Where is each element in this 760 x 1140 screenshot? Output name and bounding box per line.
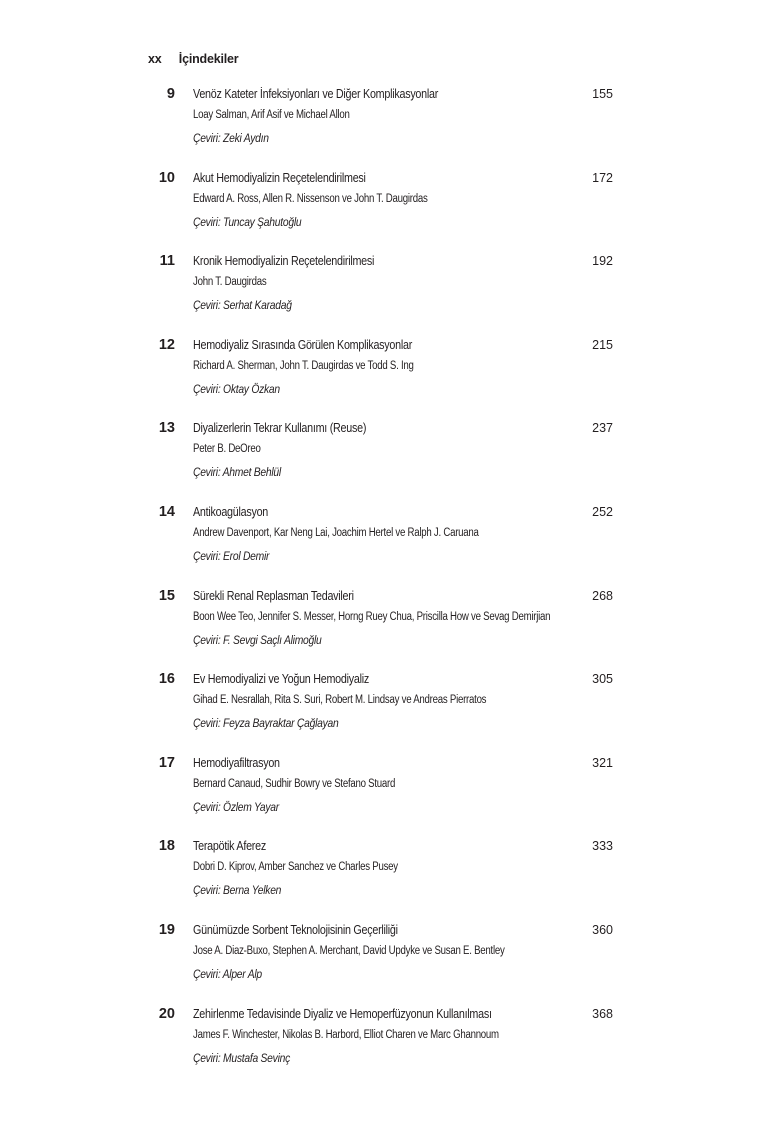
chapter-title[interactable]: Zehirlenme Tedavisinde Diyaliz ve Hemoperfüzyonun Kullanılması — [193, 1006, 492, 1021]
header-page-number: xx — [148, 52, 162, 66]
chapter-page[interactable]: 368 — [592, 1006, 613, 1021]
chapter-authors: Bernard Canaud, Sudhir Bowry ve Stefano Stuard — [193, 777, 396, 790]
chapter-title[interactable]: Ev Hemodiyalizi ve Yoğun Hemodiyaliz — [193, 672, 369, 687]
chapter-number: 14 — [158, 503, 175, 520]
chapter-page[interactable]: 192 — [592, 254, 613, 269]
chapter-number: 16 — [158, 671, 175, 688]
chapter-page[interactable]: 305 — [592, 672, 613, 687]
chapter-number: 19 — [158, 921, 175, 938]
toc-entry[interactable] — [0, 335, 760, 419]
chapter-translator: Çeviri: Berna Yelken — [193, 883, 282, 898]
chapter-authors: Jose A. Diaz-Buxo, Stephen A. Merchant, David Updyke ve Susan E. Bentley — [193, 944, 505, 957]
chapter-page[interactable]: 268 — [592, 588, 613, 603]
chapter-authors: Dobri D. Kiprov, Amber Sanchez ve Charles Pusey — [193, 861, 398, 874]
chapter-translator: Çeviri: Tuncay Şahutoğlu — [193, 214, 302, 229]
toc-entry[interactable] — [0, 1004, 760, 1088]
chapter-title[interactable]: Diyalizerlerin Tekrar Kullanımı (Reuse) — [193, 421, 367, 436]
chapter-number: 13 — [158, 420, 175, 437]
chapter-authors: Peter B. DeOreo — [193, 443, 261, 456]
toc-entry[interactable] — [0, 502, 760, 586]
chapter-translator: Çeviri: Özlem Yayar — [193, 799, 279, 814]
chapter-title[interactable]: Terapötik Aferez — [193, 839, 266, 854]
chapter-title[interactable]: Hemodiyafiltrasyon — [193, 755, 280, 770]
chapter-title[interactable]: Günümüzde Sorbent Teknolojisinin Geçerliliği — [193, 922, 398, 937]
chapter-number: 17 — [158, 754, 175, 771]
toc-entry[interactable] — [0, 168, 760, 252]
chapter-title[interactable]: Kronik Hemodiyalizin Reçetelendirilmesi — [193, 254, 375, 269]
chapter-authors: Edward A. Ross, Allen R. Nissenson ve John T. Daugirdas — [193, 192, 428, 205]
chapter-authors: Richard A. Sherman, John T. Daugirdas ve Todd S. Ing — [193, 359, 414, 372]
chapter-authors: John T. Daugirdas — [193, 276, 267, 289]
chapter-translator: Çeviri: Serhat Karadağ — [193, 298, 292, 313]
toc-entry[interactable] — [0, 669, 760, 753]
toc-entry[interactable] — [0, 836, 760, 920]
chapter-page[interactable]: 172 — [592, 170, 613, 185]
chapter-page[interactable]: 215 — [592, 337, 613, 352]
chapter-translator: Çeviri: Feyza Bayraktar Çağlayan — [193, 716, 339, 731]
chapter-number: 10 — [158, 169, 175, 186]
chapter-page[interactable]: 237 — [592, 421, 613, 436]
chapter-translator: Çeviri: F. Sevgi Saçlı Alimoğlu — [193, 632, 322, 647]
chapter-page[interactable]: 333 — [592, 839, 613, 854]
chapter-authors: Boon Wee Teo, Jennifer S. Messer, Horng Ruey Chua, Priscilla How ve Sevag Demirjian — [193, 610, 551, 623]
chapter-number: 11 — [159, 253, 175, 270]
header-title: İçindekiler — [178, 52, 239, 66]
chapter-translator: Çeviri: Oktay Özkan — [193, 381, 280, 396]
toc-list — [0, 84, 760, 1087]
chapter-title[interactable]: Akut Hemodiyalizin Reçetelendirilmesi — [193, 170, 366, 185]
chapter-page[interactable]: 321 — [592, 755, 613, 770]
chapter-number: 15 — [158, 587, 175, 604]
chapter-authors: Gihad E. Nesrallah, Rita S. Suri, Robert M. Lindsay ve Andreas Pierratos — [193, 694, 487, 707]
chapter-title[interactable]: Sürekli Renal Replasman Tedavileri — [193, 588, 354, 603]
chapter-number: 12 — [158, 336, 175, 353]
chapter-translator: Çeviri: Zeki Aydın — [193, 131, 269, 145]
toc-entry[interactable] — [0, 418, 760, 502]
chapter-number: 9 — [166, 86, 175, 102]
chapter-translator: Çeviri: Erol Demir — [193, 548, 270, 563]
toc-entry[interactable] — [0, 753, 760, 837]
chapter-translator: Çeviri: Mustafa Sevinç — [193, 1050, 290, 1065]
chapter-authors: Andrew Davenport, Kar Neng Lai, Joachim Hertel ve Ralph J. Caruana — [193, 526, 479, 539]
chapter-title[interactable]: Antikoagülasyon — [193, 504, 269, 519]
toc-entry[interactable] — [0, 251, 760, 335]
chapter-authors: James F. Winchester, Nikolas B. Harbord, Elliot Charen ve Marc Ghannoum — [193, 1028, 499, 1041]
chapter-translator: Çeviri: Alper Alp — [193, 966, 262, 981]
chapter-page[interactable]: 252 — [592, 504, 613, 519]
toc-entry[interactable] — [0, 84, 760, 168]
chapter-title[interactable]: Hemodiyaliz Sırasında Görülen Komplikasyonlar — [193, 337, 413, 352]
toc-entry[interactable] — [0, 920, 760, 1004]
chapter-page[interactable]: 360 — [592, 922, 613, 937]
chapter-authors: Loay Salman, Arif Asif ve Michael Allon — [193, 109, 350, 121]
chapter-number: 20 — [158, 1005, 175, 1022]
chapter-title[interactable]: Venöz Kateter İnfeksiyonları ve Diğer Komplikasyonlar — [193, 87, 439, 101]
chapter-translator: Çeviri: Ahmet Behlül — [193, 465, 281, 480]
toc-entry[interactable] — [0, 586, 760, 670]
running-header — [148, 52, 238, 66]
chapter-page[interactable]: 155 — [592, 87, 613, 101]
chapter-number: 18 — [158, 838, 175, 855]
